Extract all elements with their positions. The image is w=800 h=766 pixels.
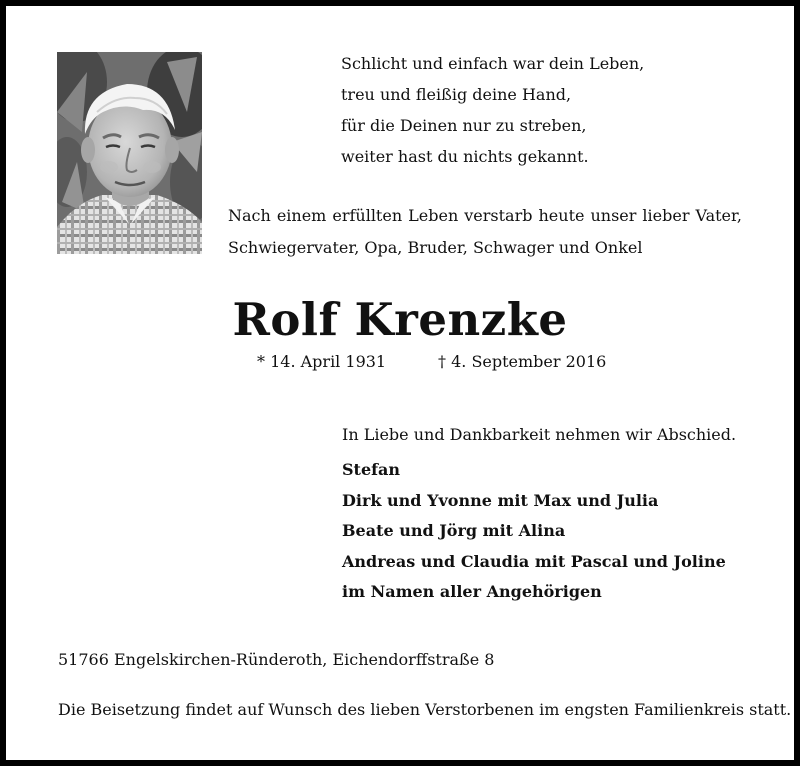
poem [341,48,644,172]
poem-line: treu und fleißig deine Hand, [341,85,572,104]
poem-line: Schlicht und einfach war dein Leben, [341,54,645,73]
intro-line: Nach einem erfüllten Leben verstarb heute unser lieber Vater, [228,206,742,225]
address: 51766 Engelskirchen-Ründeroth, Eichendorffstraße 8 [58,650,495,669]
poem-line: für die Deinen nur zu streben, [341,116,587,135]
intro-line: Schwiegervater, Opa, Bruder, Schwager und Onkel [228,238,643,257]
farewell-line: In Liebe und Dankbarkeit nehmen wir Abschied. [342,425,737,444]
poem-line: weiter hast du nichts gekannt. [341,147,589,166]
portrait-photo [57,52,202,254]
death-date: † 4. September 2016 [438,352,607,371]
mourners-list [342,455,726,608]
deceased-name: Rolf Krenzke [232,293,568,346]
mourner-entry: im Namen aller Angehörigen [342,582,602,601]
birth-date: * 14. April 1931 [257,352,387,371]
mourner-entry: Dirk und Yvonne mit Max und Julia [342,490,659,510]
burial-note: Die Beisetzung findet auf Wunsch des lieben Verstorbenen im engsten Familienkreis statt. [58,700,792,719]
mourner-entry: Stefan [342,460,401,479]
mourner-entry: Beate und Jörg mit Alina [342,521,566,540]
intro-text [228,200,742,264]
mourner-entry: Andreas und Claudia mit Pascal und Joline [342,551,726,571]
portrait-image [57,52,202,254]
